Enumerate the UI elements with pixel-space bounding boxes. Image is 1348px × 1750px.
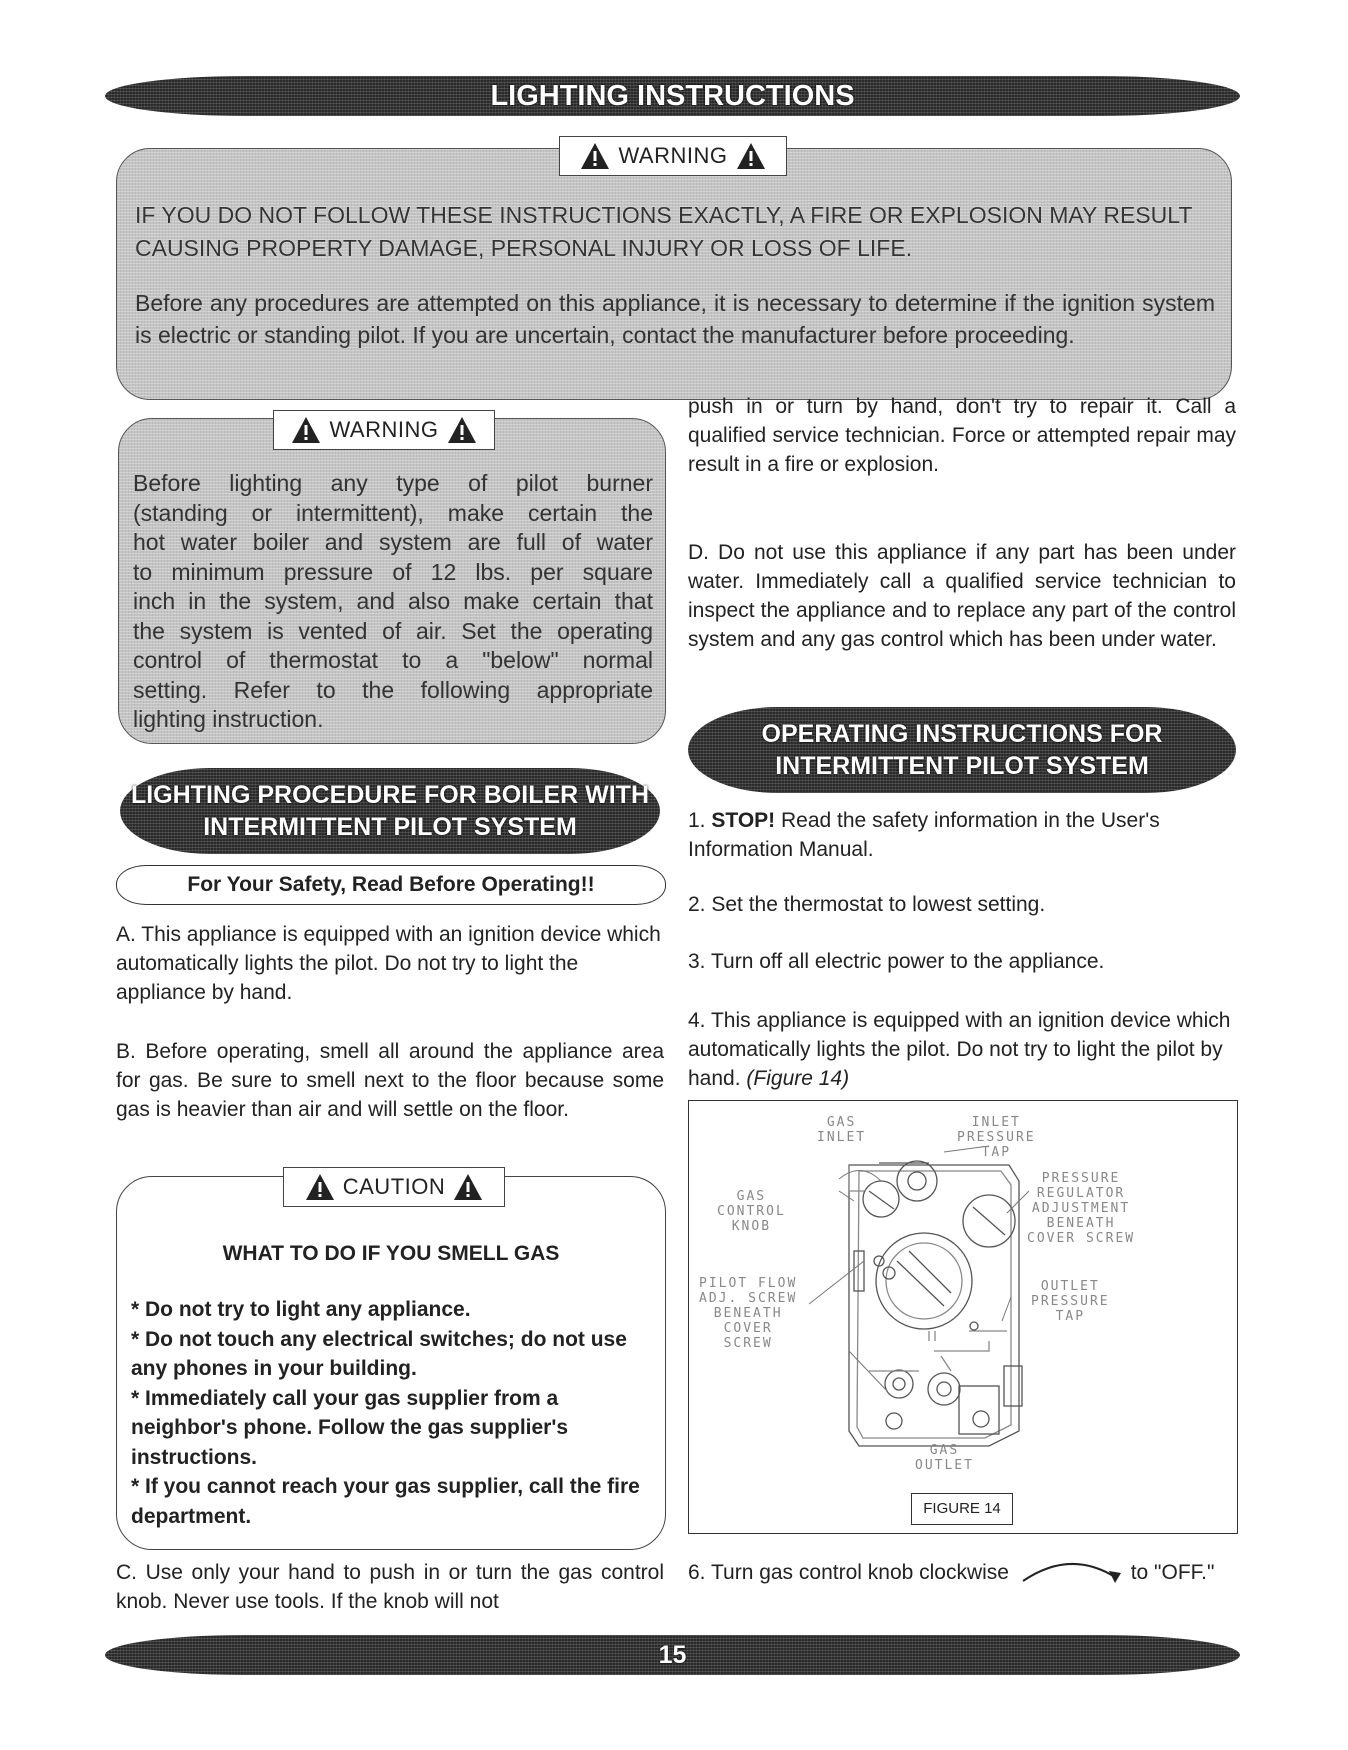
warning-line: lighting instruction. — [133, 706, 324, 732]
caution-heading: WHAT TO DO IF YOU SMELL GAS — [222, 1242, 560, 1265]
paragraph-b: B. Before operating, smell all around the appliance area for gas. Be sure to smell next to the floor because some gas is heavier than air and will settle on the floor. — [116, 1040, 664, 1121]
warning-line: the system is vented of air. Set the operating — [133, 617, 653, 644]
caution-item: * Do not try to light any appliance. — [131, 1298, 471, 1321]
warning-box-pilot — [118, 418, 666, 744]
figure-caption: FIGURE 14 — [911, 1493, 1013, 1525]
paragraph-c-continued: push in or turn by hand, don't try to repair it. Call a qualified service technician. Force or attempted repair may result in a fire or explosion. — [688, 395, 1236, 476]
warning-triangle-icon — [736, 142, 766, 170]
warning-caps-text: IF YOU DO NOT FOLLOW THESE INSTRUCTIONS EXACTLY, A FIRE OR EXPLOSION MAY RESULT CAUSING PROPERTY DAMAGE, PERSONAL INJURY OR LOSS OF LIFE. — [135, 202, 1192, 261]
caution-item: * Immediately call your gas supplier from a neighbor's phone. Follow the gas supplier's instructions. — [131, 1386, 569, 1469]
warning-line: (standing or intermittent), make certain the — [133, 499, 653, 526]
warning-line: hot water boiler and system are full of water — [133, 529, 653, 555]
page-title: LIGHTING INSTRUCTIONS — [490, 80, 855, 112]
warning-triangle-icon — [447, 416, 477, 444]
warning-tab — [559, 136, 787, 176]
step-stop: STOP! — [711, 809, 776, 832]
step-4 — [688, 1006, 1236, 1093]
warning-line: setting. Refer to the following appropriate — [133, 676, 653, 703]
section-banner-operating-instructions — [688, 707, 1236, 793]
warning-pilot-text — [133, 469, 653, 735]
warning-line: to minimum pressure of 12 lbs. per square — [133, 558, 653, 585]
callout-gas-outlet: GAS OUTLET — [915, 1443, 974, 1473]
warning-line: inch in the system, and also make certain that — [133, 588, 653, 614]
warning-triangle-icon — [453, 1173, 483, 1201]
step-2: 2. Set the thermostat to lowest setting. — [688, 893, 1046, 916]
page-number: 15 — [658, 1641, 687, 1669]
warning-box-main — [116, 143, 1232, 400]
figure-gas-valve — [688, 1100, 1238, 1534]
step-3: 3. Turn off all electric power to the appliance. — [688, 950, 1105, 973]
figure-reference: (Figure 14) — [746, 1067, 850, 1090]
warning-triangle-icon — [305, 1173, 335, 1201]
warning-triangle-icon — [580, 142, 610, 170]
warning-tab — [273, 410, 495, 450]
section-title-line: LIGHTING PROCEDURE FOR BOILER WITH — [130, 781, 650, 809]
callout-pressure-regulator: PRESSURE REGULATOR ADJUSTMENT BENEATH COVER SCREW — [1027, 1171, 1136, 1246]
step-number: 1. — [688, 809, 706, 832]
caution-box — [116, 1176, 666, 1550]
warning-body-text: Before any procedures are attempted on this appliance, it is necessary to determine if the ignition system is electric or standing pilot. If you are uncertain, contact the manufacturer before proceeding. — [135, 290, 1215, 348]
step-text: 6. Turn gas control knob clockwise — [688, 1561, 1009, 1584]
caution-item: * Do not touch any electrical switches; do not use any phones in your building. — [131, 1327, 627, 1380]
page-number-banner — [105, 1635, 1240, 1675]
callout-inlet-pressure-tap: INLET PRESSURE TAP — [957, 1115, 1036, 1160]
step-text-end: to "OFF." — [1130, 1561, 1215, 1584]
callout-gas-inlet: GAS INLET — [817, 1115, 867, 1145]
warning-label: WARNING — [329, 417, 439, 442]
step-1 — [688, 806, 1236, 864]
section-title-line: OPERATING INSTRUCTIONS FOR — [761, 720, 1163, 748]
callout-gas-control-knob: GAS CONTROL KNOB — [717, 1189, 786, 1234]
paragraph-c: C. Use only your hand to push in or turn the gas control knob. Never use tools. If the knob will not — [116, 1561, 664, 1613]
caution-label: CAUTION — [342, 1174, 446, 1199]
clockwise-arrow-icon — [1015, 1555, 1125, 1585]
caution-list — [131, 1295, 651, 1531]
warning-line: control of thermostat to a "below" normal — [133, 647, 653, 673]
page-title-banner — [105, 76, 1240, 116]
warning-line: Before lighting any type of pilot burner — [133, 470, 653, 496]
paragraph-a: A. This appliance is equipped with an ignition device which automatically lights the pilot. Do not try to light the appliance by hand. — [116, 923, 661, 1004]
step-text: Read the safety information in the User's Information Manual. — [688, 809, 1160, 861]
callout-pilot-flow-screw: PILOT FLOW ADJ. SCREW BENEATH COVER SCREW — [699, 1276, 798, 1351]
section-banner-lighting-procedure — [120, 768, 660, 854]
paragraph-d: D. Do not use this appliance if any part has been under water. Immediately call a qualified service technician to inspect the appliance and to replace any part of the control system and any gas control which has been under water. — [688, 541, 1236, 651]
safety-note: For Your Safety, Read Before Operating!! — [116, 865, 666, 905]
step-text: 4. This appliance is equipped with an ignition device which automatically lights the pilot. Do not try to light the pilot by hand. — [688, 1009, 1231, 1090]
caution-item: * If you cannot reach your gas supplier, call the fire department. — [131, 1475, 640, 1528]
section-title-line: INTERMITTENT PILOT SYSTEM — [203, 813, 577, 841]
callout-outlet-pressure-tap: OUTLET PRESSURE TAP — [1031, 1279, 1110, 1324]
caution-tab — [283, 1167, 505, 1207]
warning-triangle-icon — [291, 416, 321, 444]
section-title-line: INTERMITTENT PILOT SYSTEM — [775, 752, 1149, 780]
step-6 — [688, 1555, 1236, 1587]
warning-label: WARNING — [618, 143, 728, 168]
